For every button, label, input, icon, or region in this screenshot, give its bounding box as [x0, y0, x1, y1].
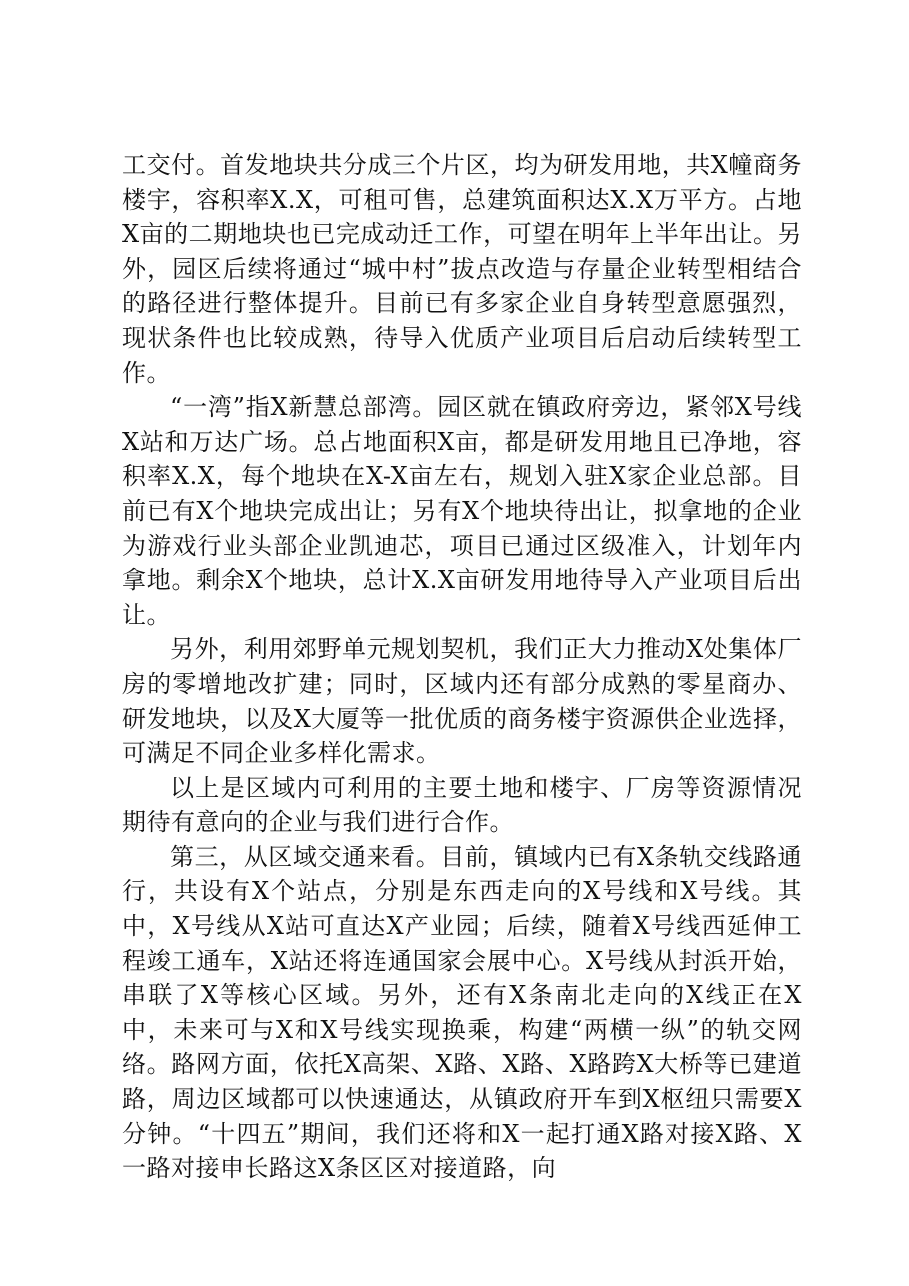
- document-body: [122, 148, 802, 1186]
- paragraph-yiwan: “一湾”指X新慧总部湾。园区就在镇政府旁边，紧邻X号线X站和万达广场。总占地面积X亩，都是研发用地且已净地，容积率X.X，每个地块在X-X亩左右，规划入驻X家企业总部。目前已有X个地块完成出让；另有X个地块待出让，拟拿地的企业为游戏行业头部企业凯迪芯，项目已通过区级准入，计划年内拿地。剩余X个地块，总计X.X亩研发用地待导入产业项目后出让。: [122, 393, 802, 629]
- paragraph-summary: 以上是区域内可利用的主要土地和楼宇、厂房等资源情况期待有意向的企业与我们进行合作。: [122, 773, 802, 837]
- paragraph-transport: 第三，从区域交通来看。目前，镇域内已有X条轨交线路通行，共设有X个站点，分别是东西走向的X号线和X号线。其中，X号线从X站可直达X产业园；后续，随着X号线西延伸工程竣工通车，X站还将连通国家会展中心。X号线从封浜开始，串联了X等核心区域。另外，还有X条南北走向的X线正在X中，未来可与X和X号线实现换乘，构建“两横一纵”的轨交网络。路网方面，依托X高架、X路、X路、X路跨X大桥等已建道路，周边区域都可以快速通达，从镇政府开车到X枢纽只需要X分钟。“十四五”期间，我们还将和X一起打通X路对接X路、X一路对接申长路这X条区区对接道路，向: [122, 842, 802, 1183]
- paragraph-other-resources: 另外，利用郊野单元规划契机，我们正大力推动X处集体厂房的零增地改扩建；同时，区域内还有部分成熟的零星商办、研发地块，以及X大厦等一批优质的商务楼宇资源供企业选择，可满足不同企业多样化需求。: [122, 635, 802, 768]
- paragraph-continued: 工交付。首发地块共分成三个片区，均为研发用地，共X幢商务楼宇，容积率X.X，可租可售，总建筑面积达X.X万平方。占地X亩的二期地块也已完成动迁工作，可望在明年上半年出让。另外，园区后续将通过“城中村”拔点改造与存量企业转型相结合的路径进行整体提升。目前已有多家企业自身转型意愿强烈，现状条件也比较成熟，待导入优质产业项目后启动后续转型工作。: [122, 151, 802, 387]
